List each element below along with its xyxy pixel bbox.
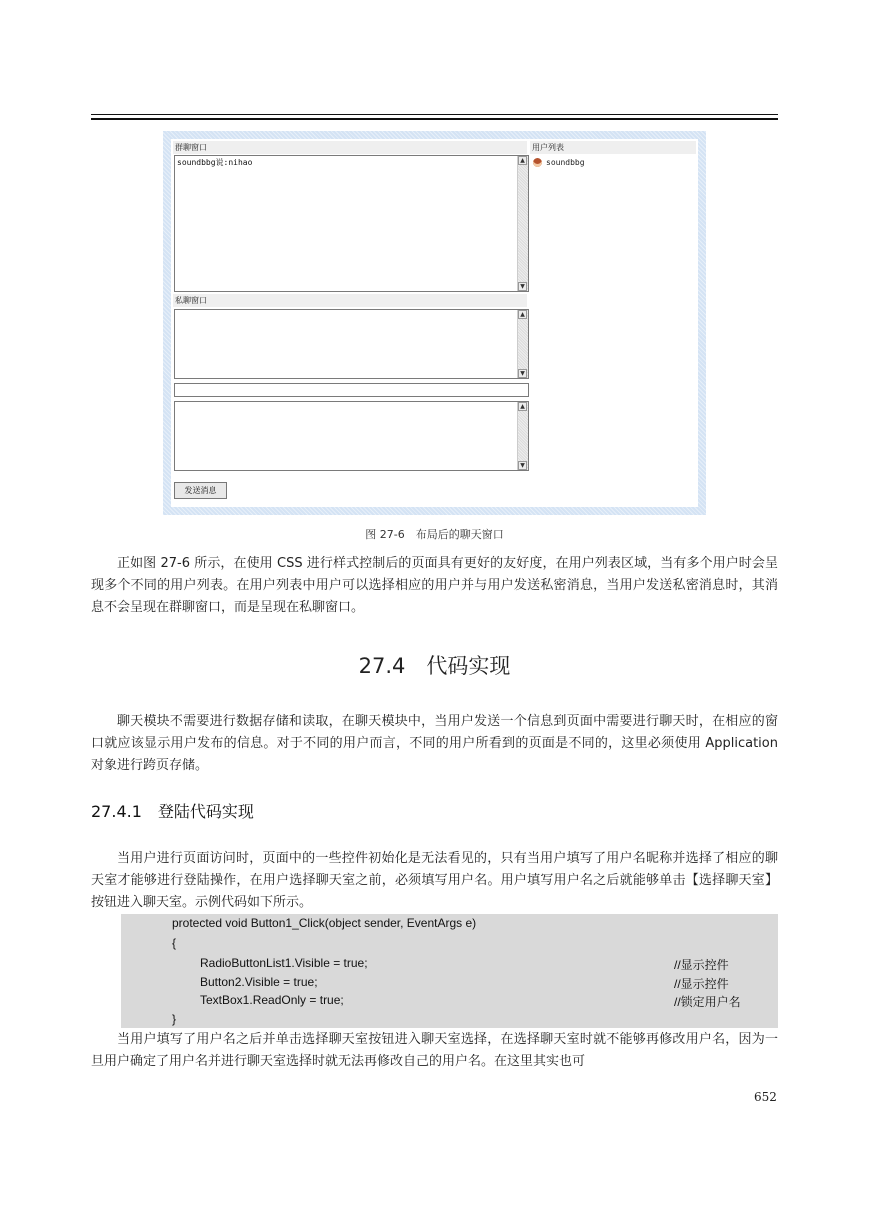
group-chat-scrollbar[interactable]: [517, 156, 528, 291]
code-line: protected void Button1_Click(object sender, EventArgs e): [172, 916, 477, 930]
user-avatar-icon: [533, 158, 542, 167]
user-list-item[interactable]: [533, 158, 585, 167]
private-chat-scrollbar[interactable]: [517, 310, 528, 378]
code-line: TextBox1.ReadOnly = true;: [200, 993, 344, 1007]
subsection-title: 27.4.1 登陆代码实现: [91, 802, 254, 821]
code-block: [121, 914, 778, 1028]
user-list-label: 用户列表: [530, 141, 696, 154]
send-message-button[interactable]: 发送消息: [174, 482, 227, 499]
private-chat-textarea[interactable]: [174, 309, 529, 379]
message-input[interactable]: [174, 383, 529, 397]
code-line: }: [172, 1012, 177, 1026]
code-comment: //锁定用户名: [674, 995, 741, 1009]
compose-scrollbar[interactable]: [517, 402, 528, 470]
paragraph-2: 聊天模块不需要进行数据存储和读取，在聊天模块中，当用户发送一个信息到页面中需要进行聊天时，在相应的窗口就应该显示用户发布的信息。对于不同的用户而言，不同的用户所看到的页面是不同的，这里必须使用 Application 对象进行跨页存储。: [91, 714, 778, 773]
scroll-down-icon[interactable]: ▼: [518, 369, 527, 378]
header-rule-thick: [91, 118, 778, 120]
section-title: 27.4 代码实现: [358, 654, 511, 678]
scroll-up-icon[interactable]: ▲: [518, 310, 527, 319]
header-rule-thin: [91, 114, 778, 115]
group-chat-label: 群聊窗口: [173, 141, 527, 154]
scroll-down-icon[interactable]: ▼: [518, 461, 527, 470]
scroll-down-icon[interactable]: ▼: [518, 282, 527, 291]
paragraph-4: 当用户填写了用户名之后并单击选择聊天室按钮进入聊天室选择，在选择聊天室时就不能够再修改用户名，因为一旦用户确定了用户名并进行聊天室选择时就无法再修改自己的用户名。在这里其实也可: [91, 1032, 778, 1069]
paragraph-3: 当用户进行页面访问时，页面中的一些控件初始化是无法看见的，只有当用户填写了用户名昵称并选择了相应的聊天室才能够进行登陆操作，在用户选择聊天室之前，必须填写用户名。用户填写用户名之后就能够单击【选择聊天室】按钮进入聊天室。示例代码如下所示。: [91, 851, 778, 910]
code-comment: //显示控件: [674, 958, 729, 972]
code-comment: //显示控件: [674, 977, 729, 991]
paragraph-1: 正如图 27-6 所示，在使用 CSS 进行样式控制后的页面具有更好的友好度，在用户列表区域，当有多个用户时会呈现多个不同的用户列表。在用户列表中用户可以选择相应的用户并与用户发送私密消息，当用户发送私密消息时，其消息不会呈现在群聊窗口，而是呈现在私聊窗口。: [91, 556, 778, 615]
code-line: Button2.Visible = true;: [200, 975, 318, 989]
group-chat-textarea[interactable]: [174, 155, 529, 292]
chat-window-figure: [163, 131, 706, 515]
private-chat-label: 私聊窗口: [173, 294, 527, 307]
scroll-up-icon[interactable]: ▲: [518, 402, 527, 411]
figure-caption: 图 27-6 布局后的聊天窗口: [365, 528, 504, 541]
chat-window-panel: [171, 139, 698, 507]
code-line: {: [172, 936, 177, 950]
group-chat-message: soundbbg说:nihao: [177, 158, 253, 167]
scroll-up-icon[interactable]: ▲: [518, 156, 527, 165]
compose-textarea[interactable]: [174, 401, 529, 471]
page-number: 652: [754, 1090, 777, 1104]
code-line: RadioButtonList1.Visible = true;: [200, 956, 368, 970]
user-name: soundbbg: [546, 158, 585, 167]
